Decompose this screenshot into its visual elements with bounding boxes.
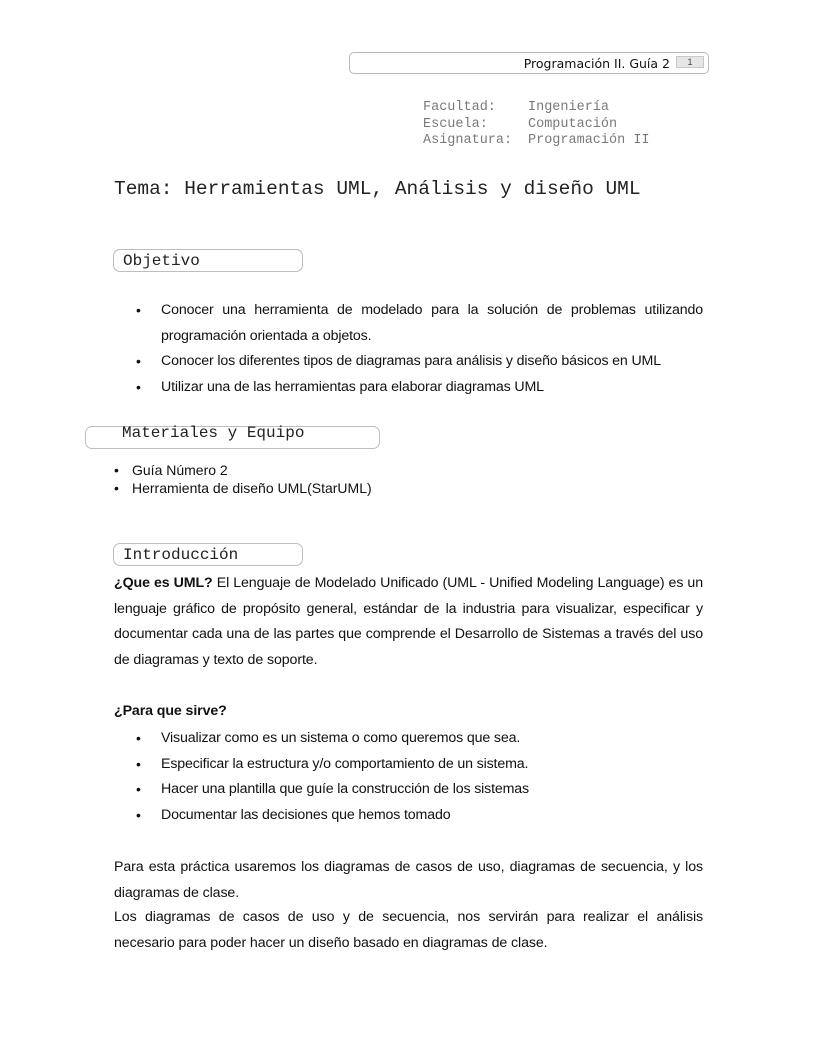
meta-key: Facultad: [423, 100, 496, 115]
intro-paragraph [114, 571, 703, 673]
question-what-for: ¿Para que sirve? [114, 703, 227, 719]
answer-what-is-uml: El Lenguaje de Modelado Unificado (UML - Unified Modeling Language) es un lenguaje gráfico de propósito general, estándar de la industria para visualizar, especificar y documentar cada una de las partes que comprende el Desarrollo de Sistemas a través del uso de diagramas y texto de soporte. [114, 575, 703, 668]
meta-key: Asignatura: [423, 133, 513, 148]
meta-key: Escuela: [423, 116, 488, 132]
meta-value: Programación II [528, 133, 650, 148]
objetivo-list [136, 298, 703, 400]
section-heading: Objetivo [123, 252, 200, 270]
page-header [349, 52, 709, 74]
page-title: Tema: Herramientas UML, Análisis y diseño UML [114, 178, 641, 200]
list-item: • Utilizar una de las herramientas para elaborar diagramas UML [136, 375, 703, 401]
meta-value: Computación [528, 116, 618, 132]
materiales-list [114, 462, 372, 497]
list-item: • Documentar las decisiones que hemos tomado [136, 803, 703, 829]
section-materiales [85, 426, 380, 449]
closing-paragraph-2: Los diagramas de casos de uso y de secuencia, nos servirán para realizar el análisis necesario para poder hacer un diseño basado en diagramas de clase. [114, 909, 703, 951]
list-item: • Conocer los diferentes tipos de diagramas para análisis y diseño básicos en UML [136, 349, 703, 375]
list-item: • Hacer una plantilla que guíe la construcción de los sistemas [136, 777, 703, 803]
section-objetivo [113, 249, 303, 272]
meta-row-facultad [423, 100, 650, 117]
list-item: • Visualizar como es un sistema o como queremos que sea. [136, 726, 703, 752]
closing-paragraph-1: Para esta práctica usaremos los diagramas de casos de uso, diagramas de secuencia, y los diagramas de clase. [114, 859, 703, 901]
course-info [423, 100, 650, 150]
section-heading: Materiales y Equipo [122, 424, 305, 442]
running-title: Programación II. Guía 2 [523, 56, 670, 71]
meta-value: Ingeniería [528, 100, 610, 115]
section-introduccion [113, 543, 303, 566]
list-item: • Guía Número 2 [114, 462, 372, 480]
usage-list [136, 726, 703, 828]
list-item: • Especificar la estructura y/o comportamiento de un sistema. [136, 752, 703, 778]
page-number: 1 [676, 56, 704, 68]
meta-row-asignatura [423, 133, 650, 150]
meta-row-escuela [423, 117, 650, 134]
question-what-is-uml: ¿Que es UML? [114, 575, 213, 591]
section-heading: Introducción [123, 546, 239, 564]
list-item: • Herramienta de diseño UML(StarUML) [114, 480, 372, 498]
list-item: • Conocer una herramienta de modelado para la solución de problemas utilizando programación orientada a objetos. [136, 298, 703, 349]
